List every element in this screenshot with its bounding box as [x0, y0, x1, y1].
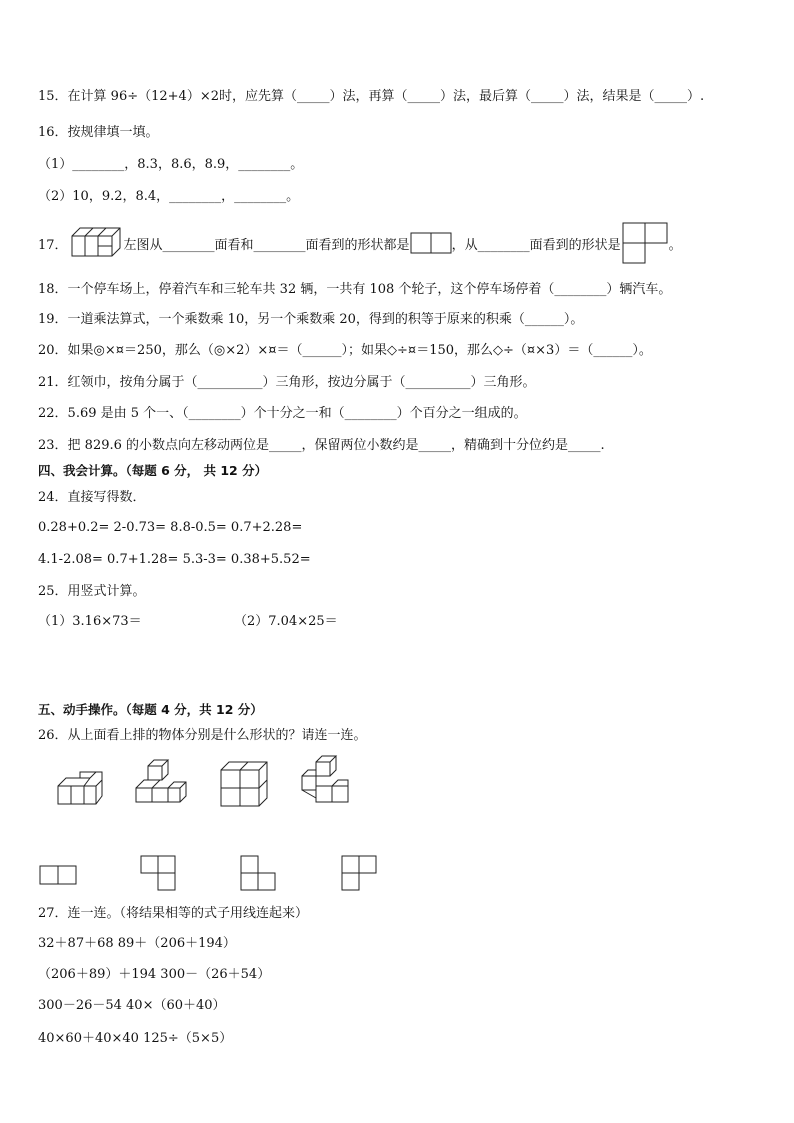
question-25: 25．用竖式计算。	[38, 584, 146, 599]
object-1-cubes	[56, 770, 106, 808]
question-25-part-1: （1）3.16×73＝	[38, 614, 142, 629]
question-16-part-1: （1）________，8.3，8.6，8.9，________。	[38, 157, 304, 172]
question-19: 19．一道乘法算式，一个乘数乘 10，另一个乘数乘 20，得到的积等于原来的积乘（______）。	[38, 312, 584, 327]
question-20: 20．如果◎×¤＝250，那么（◎×2）×¤＝（______）；如果◇÷¤＝150，那么◇÷（¤×3）＝（______）。	[38, 343, 652, 358]
section-4-heading: 四、我会计算。（每题 6 分， 共 12 分）	[38, 463, 268, 478]
question-17-number: 17．	[38, 237, 68, 253]
question-17-text-b: ，从________面看到的形状是	[451, 237, 621, 253]
section-5-heading: 五、动手操作。（每题 4 分，共 12 分）	[38, 702, 263, 717]
question-27-row-4: 40×60＋40×40 125÷（5×5）	[38, 1031, 233, 1046]
question-15: 15．在计算 96÷（12+4）×2时，应先算（_____）法，再算（_____）法，最后算（_____）法，结果是（_____）.	[38, 89, 705, 104]
object-2-cubes	[134, 758, 190, 806]
cube-stack-figure	[68, 224, 124, 262]
question-27: 27．连一连。（将结果相等的式子用线连起来）	[38, 906, 309, 921]
view-l-shape-right	[139, 854, 179, 894]
question-16: 16．按规律填一填。	[38, 125, 159, 140]
question-25-part-2: （2）7.04×25＝	[234, 614, 338, 629]
question-27-row-3: 300－26－54 40×（60＋40）	[38, 998, 226, 1013]
question-23: 23．把 829.6 的小数点向左移动两位是_____，保留两位小数约是_____，精确到十分位约是_____.	[38, 438, 605, 453]
question-27-row-2: （206＋89）＋194 300－（26＋54）	[38, 967, 271, 982]
question-26: 26．从上面看上排的物体分别是什么形状的？请连一连。	[38, 728, 367, 743]
question-21: 21．红领巾，按角分属于（__________）三角形，按边分属于（__________）三角形。	[38, 375, 536, 390]
question-24-row-2: 4.1-2.08= 0.7+1.28= 5.3-3= 0.38+5.52=	[38, 552, 311, 567]
question-17-text-a: 左图从________面看和________面看到的形状都是	[123, 237, 410, 253]
question-27-row-1: 32＋87＋68 89＋（206＋194）	[38, 936, 236, 951]
question-17-end: 。	[668, 237, 682, 253]
question-24: 24．直接写得数．	[38, 490, 146, 505]
question-17	[38, 222, 682, 264]
view-l-shape-top	[340, 854, 380, 894]
question-24-row-1: 0.28+0.2= 2-0.73= 8.8-0.5= 0.7+2.28=	[38, 520, 303, 535]
question-18: 18．一个停车场上，停着汽车和三轮车共 32 辆，一共有 108 个轮子，这个停车场停着（________）辆汽车。	[38, 282, 672, 297]
object-3-cubes	[219, 760, 269, 808]
view-two-squares	[38, 864, 78, 886]
view-l-shape-left	[239, 854, 279, 894]
object-4-cubes	[298, 754, 354, 806]
question-22: 22．5.69 是由 5 个一、（________）个十分之一和（________）个百分之一组成的。	[38, 406, 527, 421]
l-shape-three-squares	[621, 221, 669, 265]
question-16-part-2: （2）10，9.2，8.4，________，________。	[38, 189, 300, 204]
two-square-shape	[410, 232, 452, 254]
